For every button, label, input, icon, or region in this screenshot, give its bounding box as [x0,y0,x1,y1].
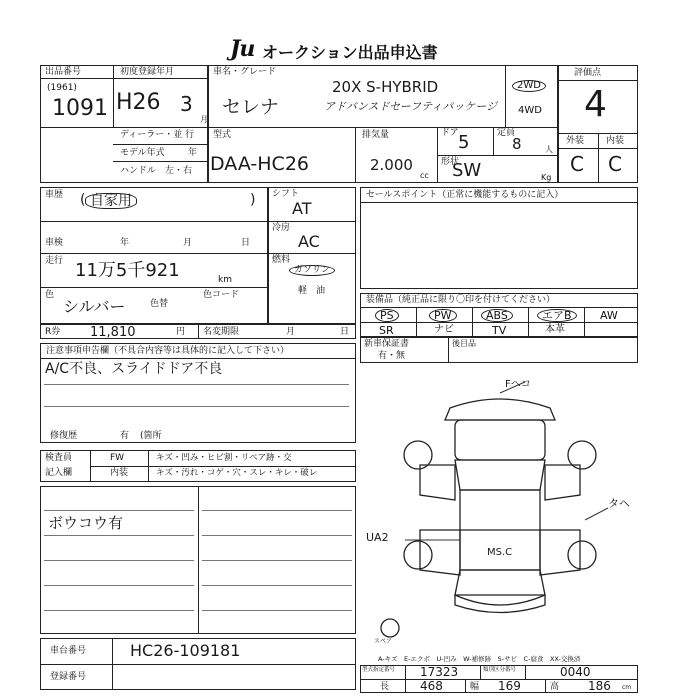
dims-width: 169 [498,679,521,693]
inspector-label-1: 検査員 [45,453,73,463]
diagram-front-mark: Fヘコ [505,379,531,390]
dealer-label: ディーラー・並 行 [120,130,195,140]
history-label: 車歴 [45,190,64,200]
ju-logo: Ju [230,36,255,62]
drive-4wd: 4WD [518,105,542,116]
kg-unit: Kg [541,173,552,182]
inspector-interior: 内装 [110,468,129,478]
mileage-unit: km [218,275,232,285]
dims-category-value: 0040 [560,665,591,679]
transfer-label: 名変期限 [203,327,240,337]
shift-label: シフト [272,189,300,199]
shaken-month: 月 [183,238,193,248]
displacement: 2.000 [370,156,413,174]
equip-ps: PS [375,309,399,322]
equip-tv: TV [492,324,507,337]
history-paren-close: ) [250,192,256,208]
color-label: 色 [45,290,55,300]
recycle-value: 11,810 [90,325,136,340]
first-reg-month: 3 [180,92,193,116]
grade-line-2: アドバンスドセーフティパッケージ [324,100,498,113]
chassis-value: HC26-109181 [130,641,241,660]
inspector-interior-items: キズ・汚れ・コゲ・穴・スレ・キレ・破レ [156,468,318,478]
spare-label: スペア [374,638,393,645]
dims-width-label: 幅 [470,682,480,692]
fuel-light-oil: 軽 油 [298,286,326,296]
damage-legend: A-キズ E-エクボ U-凹み W-補修跡 S-サビ C-腐食 XX-交換済 [378,655,581,663]
fuel-value: ガソリン [289,265,335,276]
capacity-label: 定員 [497,128,516,138]
chassis-label: 車台番号 [50,646,87,656]
cc-unit: cc [420,171,429,180]
doors-label: ドア [441,128,459,138]
warranty-after-label: 後目品 [452,339,476,348]
dims-category-label: 類別区分番号 [483,667,517,673]
transfer-month: 月 [286,327,296,337]
dims-cm: cm [622,684,632,691]
diagram-center-mark: MS.C [487,547,513,558]
mileage-label: 走行 [45,256,64,266]
exterior-rating: C [570,152,584,176]
diagram-left-mark: UA2 [366,531,389,544]
equipment-label: 装備品（純正品に限り〇印を付けてください） [366,295,556,305]
repair-value: 有 [120,431,130,441]
transfer-day: 日 [340,327,350,337]
equip-aw: AW [600,309,618,322]
sales-label: セールスポイント（正常に機能するものに記入） [366,190,564,200]
equip-sr: SR [379,324,394,337]
shape-label: 形状 [441,157,460,167]
form-title: オークション出品申込書 [262,43,438,62]
warranty-label: 新車保証書 [364,339,410,349]
dims-doc-value: 17323 [420,665,459,679]
handle-label: ハンドル 左・右 [120,166,193,176]
notes-value: A/C不良、スライドドア不良 [45,361,223,377]
model-year-unit: 年 [188,148,198,158]
dims-doc-label: 型式指定番号 [362,667,396,673]
dims-length-label: 長 [380,682,390,692]
doors: 5 [458,132,470,153]
model-code: DAA-HC26 [210,153,309,175]
inspector-fw-items: キズ・凹み・ヒビ割・リペア跡・交 [156,453,292,463]
drive-2wd: 2WD [512,80,546,92]
rating-label: 評価点 [574,68,602,78]
repair-label: 修復歴 [50,431,78,441]
dims-height: 186 [588,679,611,693]
person-unit: 人 [545,145,553,154]
equip-abs: ABS [481,309,513,322]
rating-value: 4 [584,84,607,125]
registration-label: 登録番号 [50,672,87,682]
car-diagram [360,380,640,640]
fuel-label: 燃料 [272,255,291,265]
repair-suffix: (箇所 [140,431,162,441]
equip-airbag: エアB [537,309,577,322]
grade-line-1: 20X S-HYBRID [332,78,439,96]
shaken-label: 車検 [45,238,64,248]
car-name: セレナ [222,96,280,118]
interior-label: 内装 [606,136,625,146]
type-label: 型式 [213,130,232,140]
shaken-year: 年 [120,238,130,248]
capacity: 8 [512,135,522,153]
mileage-value: 11万5千921 [75,260,180,281]
shift-value: AT [292,199,312,218]
lot-small: (1961) [47,83,77,93]
equip-leather: 本革 [545,324,565,335]
equip-navi: ナビ [434,324,454,335]
interior-rating: C [608,152,622,176]
shaken-day: 日 [241,238,251,248]
first-reg-label: 初度登録年月 [120,67,175,77]
dims-height-label: 高 [550,682,560,692]
shape: SW [452,160,482,181]
exterior-label: 外装 [566,136,585,146]
car-name-label: 車名・グレード [213,67,277,77]
history-value: 自家用 [85,193,137,209]
lot-number: 1091 [52,96,108,121]
inspector-note: ボウコウ有 [48,514,124,532]
recycle-yen: 円 [176,327,186,337]
equip-pw: PW [429,309,457,322]
notes-label: 注意事項申告欄（不具合内容等は具体的に記入して下さい） [46,346,290,356]
inspector-label-2: 記入欄 [45,468,73,478]
recycle-label: R券 [45,327,61,337]
warranty-options: 有・無 [378,351,406,361]
color-code-label: 色コード [203,290,240,300]
history-paren-open: ( [80,192,86,208]
displacement-label: 排気量 [362,130,390,140]
cooling-value: AC [298,232,320,251]
lot-label: 出品番号 [45,67,82,77]
model-year-label: モデル年式 [120,148,165,158]
color-change-label: 色替 [150,299,169,309]
dims-length: 468 [420,679,443,693]
month-unit: 月 [200,115,208,124]
diagram-right-mark: タヘ [608,497,630,510]
inspector-fw: FW [110,453,125,463]
cooling-label: 冷房 [272,223,291,233]
color-value: シルバー [63,297,126,316]
first-reg-year: H26 [116,90,161,115]
